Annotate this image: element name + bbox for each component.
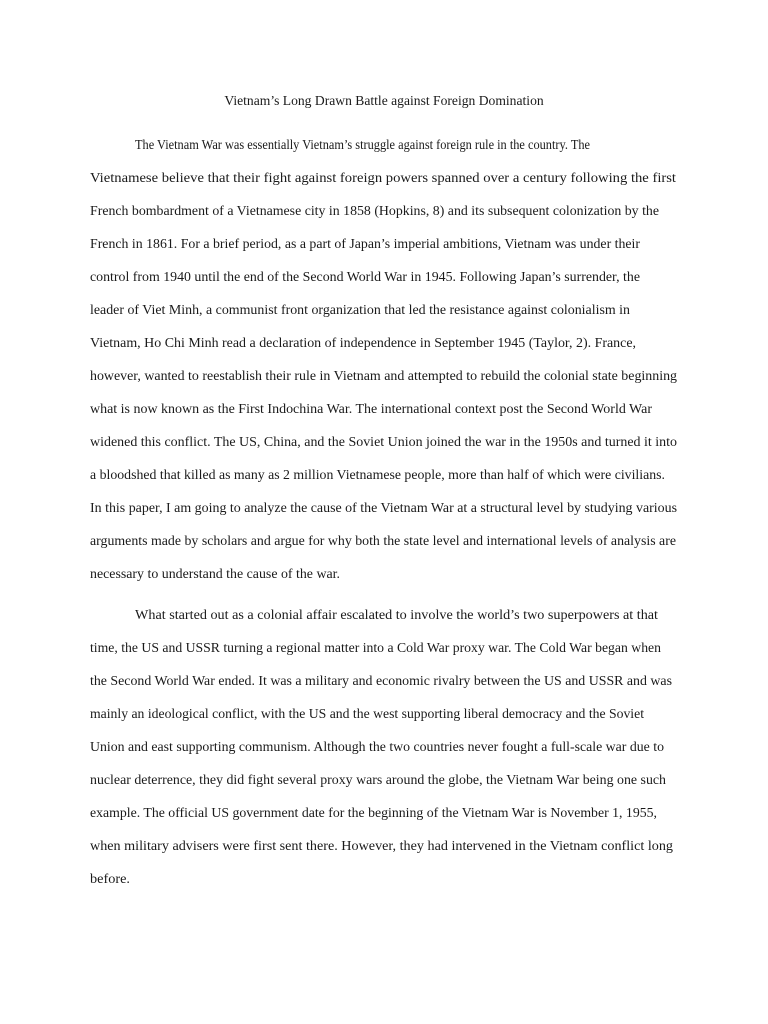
paragraph-1-line: however, wanted to reestablish their rule in Vietnam and attempted to rebuild the colonial state beginning: [90, 368, 677, 383]
paragraph-1-line: Vietnamese believe that their fight against foreign powers spanned over a century following the first: [90, 170, 676, 185]
paragraph-1-line: a bloodshed that killed as many as 2 million Vietnamese people, more than half of which were civilians.: [90, 467, 665, 482]
paragraph-1-line: The Vietnam War was essentially Vietnam’s struggle against foreign rule in the country. The: [135, 137, 590, 152]
paragraph-2-line: time, the US and USSR turning a regional matter into a Cold War proxy war. The Cold War began when: [90, 640, 661, 655]
paragraph-1-line: control from 1940 until the end of the Second World War in 1945. Following Japan’s surrender, the: [90, 269, 640, 284]
paragraph-1-line: Vietnam, Ho Chi Minh read a declaration of independence in September 1945 (Taylor, 2). France,: [90, 335, 636, 350]
paragraph-1-line: leader of Viet Minh, a communist front organization that led the resistance against colonialism in: [90, 302, 630, 317]
paragraph-2-line: What started out as a colonial affair escalated to involve the world’s two superpowers at that: [135, 607, 658, 622]
paragraph-1-line: French in 1861. For a brief period, as a part of Japan’s imperial ambitions, Vietnam was under their: [90, 236, 640, 251]
paragraph-1-line: French bombardment of a Vietnamese city in 1858 (Hopkins, 8) and its subsequent colonization by the: [90, 203, 659, 218]
paragraph-2-line: Union and east supporting communism. Although the two countries never fought a full-scale war due to: [90, 739, 664, 754]
paragraph-1-line: arguments made by scholars and argue for why both the state level and international levels of analysis are: [90, 533, 676, 548]
paragraph-2-line: mainly an ideological conflict, with the US and the west supporting liberal democracy and the Soviet: [90, 706, 644, 721]
paragraph-2-line: nuclear deterrence, they did fight several proxy wars around the globe, the Vietnam War being one such: [90, 772, 666, 787]
paragraph-1-line: In this paper, I am going to analyze the cause of the Vietnam War at a structural level by studying various: [90, 500, 677, 515]
paragraph-1-line: necessary to understand the cause of the war.: [90, 566, 340, 581]
paragraph-2-line: before.: [90, 871, 130, 886]
paragraph-1-line: what is now known as the First Indochina War. The international context post the Second World War: [90, 401, 652, 416]
paragraph-2-line: example. The official US government date for the beginning of the Vietnam War is November 1, 1955,: [90, 805, 657, 820]
document-title: Vietnam’s Long Drawn Battle against Foreign Domination: [224, 93, 544, 108]
paragraph-2-line: when military advisers were first sent there. However, they had intervened in the Vietnam conflict long: [90, 838, 673, 853]
paragraph-2-line: the Second World War ended. It was a military and economic rivalry between the US and USSR and was: [90, 673, 672, 688]
paragraph-1-line: widened this conflict. The US, China, and the Soviet Union joined the war in the 1950s and turned it into: [90, 434, 677, 449]
